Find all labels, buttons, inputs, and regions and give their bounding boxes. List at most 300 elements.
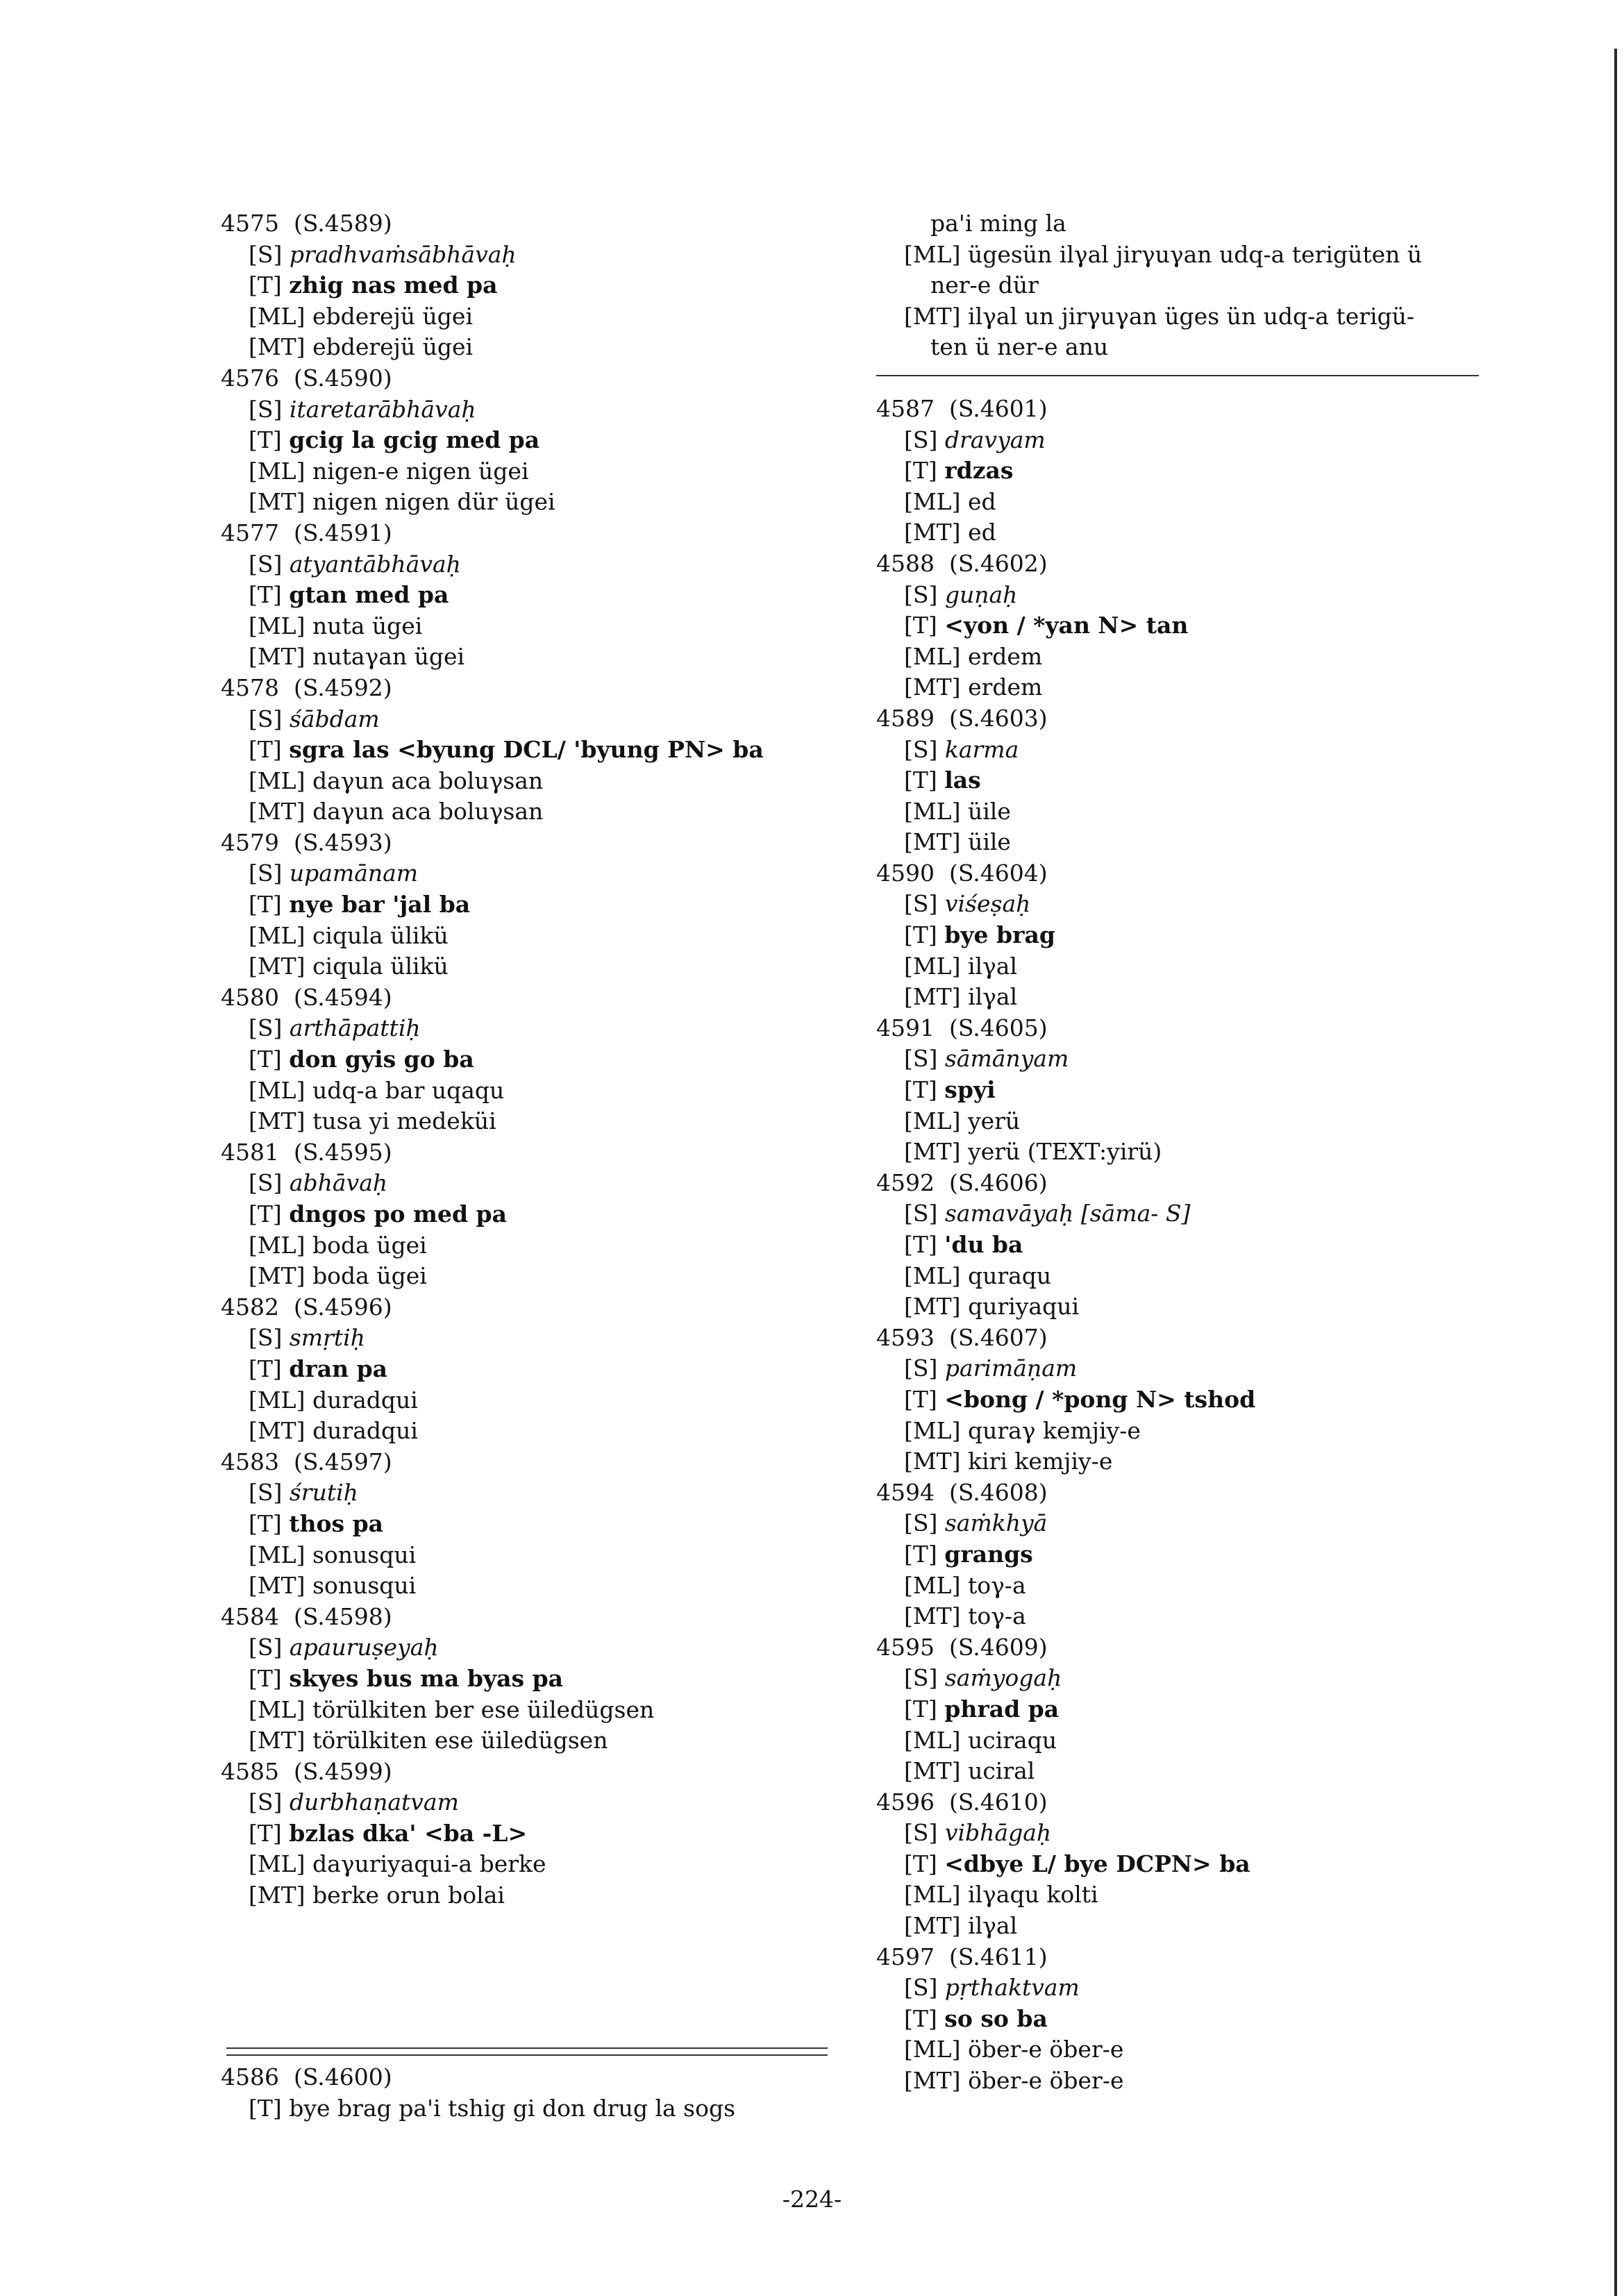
- entry-number: 4596: [876, 1788, 935, 1816]
- field-text: skyes bus ma byas pa: [289, 1664, 564, 1692]
- field-tag: [MT]: [904, 1912, 961, 1940]
- entry-field: [876, 1291, 1501, 1323]
- entry-field: [221, 1416, 846, 1447]
- field-text: bye brag pa'i tshig gi don drug la sogs: [289, 2094, 736, 2122]
- field-text: dravyam: [944, 426, 1046, 453]
- field-tag: [S]: [904, 1045, 938, 1073]
- entry-field: [876, 642, 1501, 673]
- entry-field: [221, 1849, 846, 1880]
- field-text: 'du ba: [944, 1231, 1023, 1258]
- entry-field: [876, 455, 1501, 487]
- entry-field: [221, 735, 846, 766]
- field-tag: [S]: [904, 890, 938, 918]
- field-tag: [MT]: [904, 1602, 961, 1630]
- entry-header: [876, 1632, 1501, 1664]
- field-tag: [S]: [249, 1014, 283, 1042]
- field-tag: [S]: [249, 1788, 283, 1816]
- entry-field: [876, 610, 1501, 642]
- entry-number: 4585: [221, 1757, 279, 1785]
- field-tag: [S]: [904, 1509, 938, 1537]
- field-text: nigen-e nigen ügei: [312, 457, 529, 485]
- field-text: thos pa: [289, 1509, 384, 1537]
- field-tag: [S]: [249, 1479, 283, 1507]
- entry-field: [221, 1075, 846, 1107]
- field-text: <yon / *yan N> tan: [944, 612, 1189, 639]
- entry-field: [221, 642, 846, 673]
- field-text: so so ba: [944, 2004, 1048, 2032]
- field-tag: [T]: [904, 1385, 937, 1413]
- entry-number: 4597: [876, 1943, 935, 1970]
- field-tag: [S]: [904, 1974, 938, 2002]
- field-text: ilγal: [968, 983, 1018, 1011]
- entry-header: [876, 703, 1501, 735]
- field-text: ciqula ülikü: [312, 921, 449, 949]
- footnote-entry-start: [221, 2062, 846, 2124]
- entry-number: 4578: [221, 673, 279, 701]
- field-tag: [T]: [249, 581, 282, 609]
- field-tag: [ML]: [249, 921, 305, 949]
- entry-header: [221, 982, 846, 1014]
- field-text: arthāpattiḥ: [289, 1014, 421, 1042]
- entry-field: [221, 1385, 846, 1416]
- field-tag: [T]: [904, 1231, 937, 1258]
- field-text: sonusqui: [312, 1541, 417, 1568]
- field-tag: [S]: [249, 705, 283, 732]
- field-tag: [ML]: [904, 2036, 961, 2063]
- field-text: upamānam: [289, 860, 419, 887]
- entry-field: [876, 1446, 1501, 1477]
- field-text: ebderejü ügei: [312, 333, 474, 361]
- entry-header: [221, 828, 846, 859]
- footnote-continuation: [876, 208, 1501, 240]
- entry-field: [221, 1664, 846, 1695]
- entry-field: [876, 2004, 1501, 2035]
- entry-number: 4581: [221, 1138, 279, 1166]
- field-tag: [T]: [904, 1695, 937, 1723]
- field-text: boda ügei: [312, 1231, 427, 1259]
- entry-reference: (S.4592): [293, 673, 392, 701]
- field-tag: [MT]: [249, 953, 305, 980]
- field-text: bye brag: [944, 921, 1055, 949]
- entry-reference: (S.4611): [948, 1943, 1048, 1970]
- field-text: durbhaṇatvam: [289, 1788, 459, 1816]
- field-text: quriyaqui: [968, 1293, 1080, 1321]
- entry-field: [876, 2065, 1501, 2097]
- entry-field: [876, 1230, 1501, 1261]
- entry-reference: (S.4602): [948, 549, 1048, 577]
- entry-header: [221, 1137, 846, 1168]
- field-tag: [ML]: [904, 642, 961, 670]
- footnote-double-rule: [226, 2047, 828, 2056]
- field-text: phrad pa: [944, 1695, 1060, 1723]
- field-tag: [ML]: [904, 1416, 961, 1444]
- field-tag: [S]: [904, 1664, 938, 1692]
- entry-field: [221, 611, 846, 642]
- entry-reference: (S.4605): [948, 1014, 1048, 1041]
- entry-field: [876, 889, 1501, 920]
- field-text: viśeṣaḥ: [944, 890, 1031, 918]
- field-line: [876, 240, 1501, 271]
- field-text: daγuriyaqui-a berke: [312, 1850, 546, 1878]
- entry-reference: (S.4599): [293, 1757, 392, 1785]
- field-text: daγun aca boluγsan: [312, 798, 544, 826]
- field-text: erdem: [967, 642, 1043, 670]
- entry-header: [221, 673, 846, 704]
- field-text: ten ü ner-e anu: [930, 333, 1109, 361]
- field-text: öber-e öber-e: [968, 2067, 1124, 2095]
- field-text: kiri kemjiy-e: [968, 1448, 1113, 1475]
- entry-field: [221, 1013, 846, 1044]
- field-text: daγun aca boluγsan: [312, 766, 544, 794]
- entry-header: [876, 1323, 1501, 1354]
- entry-reference: (S.4606): [948, 1168, 1048, 1196]
- entry-reference: (S.4590): [293, 364, 392, 392]
- field-tag: [MT]: [249, 1882, 305, 1909]
- entry-field: [876, 1818, 1501, 1849]
- entry-field: [876, 2034, 1501, 2065]
- field-tag: [MT]: [904, 302, 961, 330]
- field-text: dngos po med pa: [289, 1200, 507, 1227]
- entry-reference: (S.4610): [948, 1788, 1048, 1816]
- field-tag: [T]: [904, 1540, 937, 1568]
- entry-number: 4590: [876, 859, 935, 887]
- entry-number: 4588: [876, 549, 935, 577]
- entry-number: 4576: [221, 364, 279, 392]
- field-tag: [ML]: [249, 1231, 305, 1259]
- field-tag: [MT]: [249, 488, 305, 516]
- entry-field: [221, 1354, 846, 1385]
- field-tag: [T]: [904, 921, 937, 949]
- entry-number: 4582: [221, 1293, 279, 1321]
- field-text: ner-e dür: [930, 271, 1039, 299]
- field-tag: [MT]: [904, 983, 961, 1011]
- field-text: itaretarābhāvaḥ: [289, 395, 476, 423]
- entry-reference: (S.4608): [948, 1478, 1048, 1506]
- entry-reference: (S.4604): [948, 859, 1048, 887]
- field-text: śrutiḥ: [289, 1479, 358, 1507]
- field-text: öber-e öber-e: [967, 2036, 1124, 2063]
- field-tag: [MT]: [904, 1757, 961, 1785]
- field-tag: [ML]: [904, 1107, 961, 1134]
- entry-field: [221, 1230, 846, 1262]
- field-text: śābdam: [289, 705, 380, 732]
- entry-field: [876, 982, 1501, 1013]
- entry-reference: (S.4591): [293, 519, 392, 546]
- field-tag: [T]: [249, 1200, 282, 1227]
- entry-field: [221, 1725, 846, 1757]
- entry-number: 4592: [876, 1168, 935, 1196]
- entry-number: 4595: [876, 1633, 935, 1661]
- field-tag: [T]: [249, 736, 282, 764]
- field-tag: [T]: [904, 1076, 937, 1104]
- field-text: apauruṣeyaḥ: [289, 1634, 439, 1661]
- field-line-continued: [876, 270, 1501, 301]
- field-text: atyantābhāvaḥ: [289, 550, 461, 578]
- field-tag: [S]: [249, 550, 283, 578]
- field-text: törülkiten ese üiledügsen: [312, 1727, 608, 1754]
- entry-header: [876, 1013, 1501, 1044]
- entry-field: [876, 517, 1501, 548]
- entry-field: [221, 332, 846, 363]
- entry-field: [221, 394, 846, 426]
- entry-field: [876, 1044, 1501, 1075]
- entry-field: [221, 1044, 846, 1075]
- entry-field: [876, 1416, 1501, 1447]
- field-text: dran pa: [289, 1355, 388, 1382]
- field-tag: [T]: [249, 1664, 282, 1692]
- field-tag: [ML]: [904, 487, 961, 515]
- entry-field: [221, 921, 846, 952]
- field-text: üile: [967, 797, 1011, 825]
- field-tag: [T]: [904, 1850, 937, 1877]
- entry-field: [221, 1509, 846, 1540]
- entry-field: [876, 672, 1501, 703]
- field-tag: [S]: [904, 735, 938, 763]
- field-tag: [MT]: [249, 1262, 305, 1290]
- page-edge-shadow: [1614, 49, 1617, 2296]
- field-text: ilγal un jirγuγan üges ün udq-a terigü-: [968, 302, 1415, 330]
- entry-reference: (S.4607): [948, 1323, 1048, 1351]
- field-tag: [ML]: [249, 1076, 305, 1104]
- entry-header: [221, 1447, 846, 1478]
- entry-reference: (S.4596): [293, 1293, 392, 1321]
- entry-number: 4594: [876, 1478, 935, 1506]
- entry-number: 4579: [221, 828, 279, 856]
- entry-field: [876, 1353, 1501, 1384]
- field-text: ebderejü ügei: [312, 302, 474, 330]
- field-tag: [T]: [249, 891, 282, 919]
- field-tag: [ML]: [904, 1571, 961, 1599]
- field-text: samavāyaḥ [sāma- S]: [944, 1200, 1191, 1227]
- entry-field: [221, 1880, 846, 1911]
- field-text: ilγaqu kolti: [967, 1881, 1098, 1909]
- field-tag: [MT]: [904, 1138, 961, 1166]
- entry-field: [876, 1570, 1501, 1602]
- field-tag: [ML]: [249, 612, 305, 639]
- field-tag: [ML]: [249, 766, 305, 794]
- entry-reference: (S.4589): [293, 210, 392, 237]
- field-tag: [T]: [249, 1819, 282, 1847]
- field-text: rdzas: [944, 457, 1014, 485]
- field-text: sāmānyam: [944, 1045, 1069, 1073]
- field-tag: [T]: [249, 1509, 282, 1537]
- field-text: spyi: [944, 1076, 996, 1104]
- entry-field: [221, 1540, 846, 1571]
- entry-field: [221, 1787, 846, 1818]
- field-tag: [T]: [249, 1046, 282, 1073]
- entry-header: [221, 2062, 846, 2093]
- field-text: nuta ügei: [312, 612, 423, 639]
- field-tag: [ML]: [249, 302, 305, 330]
- entry-header: [221, 1757, 846, 1788]
- entry-field: [221, 1199, 846, 1230]
- entry-header: [876, 1942, 1501, 1973]
- field-text: ed: [968, 519, 996, 546]
- entry-field: [221, 1261, 846, 1292]
- field-text: pṛthaktvam: [944, 1974, 1080, 2002]
- entry-number: 4577: [221, 519, 279, 546]
- field-tag: [S]: [904, 426, 938, 453]
- field-text: nye bar 'jal ba: [289, 891, 471, 919]
- field-line: [876, 301, 1501, 333]
- field-text: bzlas dka' <ba -L>: [289, 1819, 528, 1847]
- entry-field: [221, 1818, 846, 1850]
- field-tag: [MT]: [249, 1572, 305, 1600]
- entry-number: 4587: [876, 394, 935, 422]
- entry-number: 4580: [221, 983, 279, 1011]
- field-tag: [T]: [249, 426, 282, 454]
- field-text: ilγal: [968, 1912, 1018, 1940]
- field-tag: [S]: [249, 1169, 283, 1197]
- entry-field: [221, 549, 846, 580]
- entry-field: [221, 1570, 846, 1602]
- field-tag: [MT]: [904, 1293, 961, 1321]
- entry-field: [876, 920, 1501, 951]
- field-text: ügesün ilγal jirγuγan udq-a terigüten ü: [967, 240, 1423, 268]
- entry-header: [876, 548, 1501, 580]
- entry-number: 4575: [221, 210, 279, 237]
- entry-field: [221, 425, 846, 456]
- entry-field: [876, 735, 1501, 766]
- entry-field: [221, 766, 846, 797]
- footnote-field-ml: [876, 240, 1501, 301]
- footnote-field-mt: [876, 301, 1501, 363]
- field-text: zhig nas med pa: [289, 271, 498, 299]
- field-tag: [MT]: [904, 1448, 961, 1475]
- entry-header: [876, 858, 1501, 889]
- entry-field: [876, 1601, 1501, 1632]
- field-tag: [ML]: [904, 240, 961, 268]
- entry-field: [221, 858, 846, 889]
- entry-number: 4593: [876, 1323, 935, 1351]
- entry-header: [221, 363, 846, 394]
- field-text: uciraqu: [967, 1726, 1057, 1754]
- field-tag: [T]: [904, 766, 937, 794]
- entry-header: [221, 1602, 846, 1633]
- field-text: ciqula ülikü: [312, 953, 449, 980]
- entry-field: [876, 1106, 1501, 1137]
- field-tag: [MT]: [904, 2067, 961, 2095]
- entry-field: [221, 270, 846, 301]
- right-column: [876, 208, 1501, 2097]
- entry-reference: (S.4603): [948, 704, 1048, 732]
- entry-field: [876, 827, 1501, 858]
- entry-field: [876, 487, 1501, 518]
- entry-number: 4584: [221, 1602, 279, 1630]
- entry-field-t: [221, 2093, 846, 2125]
- field-tag: [ML]: [249, 1386, 305, 1414]
- entry-field: [221, 889, 846, 921]
- field-tag: [S]: [249, 1634, 283, 1661]
- field-tag: [MT]: [249, 1727, 305, 1754]
- entry-field: [221, 580, 846, 611]
- entry-field: [221, 951, 846, 982]
- field-tag: [ML]: [249, 1541, 305, 1568]
- field-tag: [ML]: [249, 1695, 305, 1723]
- field-text: grangs: [944, 1540, 1033, 1568]
- entry-field: [221, 487, 846, 518]
- field-tag: [ML]: [904, 797, 961, 825]
- entry-field: [876, 1508, 1501, 1539]
- page-number: -224-: [782, 2186, 842, 2213]
- field-text: udq-a bar uqaqu: [312, 1076, 505, 1104]
- entry-field: [876, 796, 1501, 828]
- entry-reference: (S.4597): [293, 1448, 392, 1475]
- field-tag: [MT]: [249, 798, 305, 826]
- entry-field: [876, 1137, 1501, 1168]
- field-tag: [T]: [249, 2094, 282, 2122]
- entry-field: [221, 1323, 846, 1354]
- field-text: <bong / *pong N> tshod: [944, 1385, 1256, 1413]
- entry-header: [876, 1477, 1501, 1509]
- entry-header: [221, 1292, 846, 1323]
- field-tag: [T]: [904, 612, 937, 639]
- entry-field: [221, 240, 846, 271]
- field-text: karma: [944, 735, 1019, 763]
- field-text: guṇaḥ: [944, 580, 1018, 608]
- field-text: toγ-a: [967, 1571, 1026, 1599]
- entry-reference: (S.4601): [948, 394, 1048, 422]
- field-tag: [ML]: [904, 1881, 961, 1909]
- entry-field: [876, 1384, 1501, 1416]
- field-text: üile: [968, 828, 1011, 856]
- field-tag: [S]: [904, 580, 938, 608]
- entry-number: 4586: [221, 2063, 279, 2090]
- field-tag: [ML]: [904, 952, 961, 980]
- field-text: parimāṇam: [944, 1355, 1078, 1382]
- entry-field: [221, 796, 846, 828]
- field-tag: [S]: [249, 1324, 283, 1352]
- field-tag: [S]: [904, 1819, 938, 1847]
- entry-reference: (S.4594): [293, 983, 392, 1011]
- entry-field: [221, 1106, 846, 1137]
- entry-header: [221, 518, 846, 549]
- field-text: nigen nigen dür ügei: [312, 488, 555, 516]
- field-tag: [T]: [904, 2004, 937, 2032]
- field-tag: [S]: [249, 240, 283, 268]
- entry-field: [221, 1632, 846, 1664]
- entry-header: [876, 1168, 1501, 1199]
- entry-reference: (S.4609): [948, 1633, 1048, 1661]
- entry-number: 4583: [221, 1448, 279, 1475]
- field-tag: [ML]: [249, 457, 305, 485]
- field-text: ilγal: [967, 952, 1018, 980]
- field-text: tusa yi medeküi: [312, 1107, 496, 1135]
- entry-field: [221, 1695, 846, 1726]
- field-text: quraqu: [967, 1262, 1052, 1289]
- entry-field: [876, 765, 1501, 796]
- field-text: don gyis go ba: [289, 1046, 474, 1073]
- field-text: duradqui: [312, 1386, 418, 1414]
- field-text: yerü: [967, 1107, 1021, 1134]
- field-text: erdem: [968, 673, 1043, 701]
- entry-header: [876, 1787, 1501, 1818]
- field-tag: [S]: [904, 1355, 938, 1382]
- field-line-continued: [876, 332, 1501, 363]
- field-text: smṛtiḥ: [289, 1324, 365, 1352]
- entry-field: [876, 1972, 1501, 2004]
- field-text: ed: [967, 487, 996, 515]
- column-separator-rule: [876, 375, 1479, 376]
- field-text: duradqui: [312, 1417, 418, 1445]
- entry-field: [221, 1168, 846, 1199]
- entry-reference: (S.4593): [293, 828, 392, 856]
- field-text: abhāvaḥ: [289, 1169, 388, 1197]
- field-text: vibhāgaḥ: [944, 1819, 1052, 1847]
- entry-reference: (S.4598): [293, 1602, 392, 1630]
- field-tag: [T]: [904, 457, 937, 485]
- entry-header: [876, 394, 1501, 425]
